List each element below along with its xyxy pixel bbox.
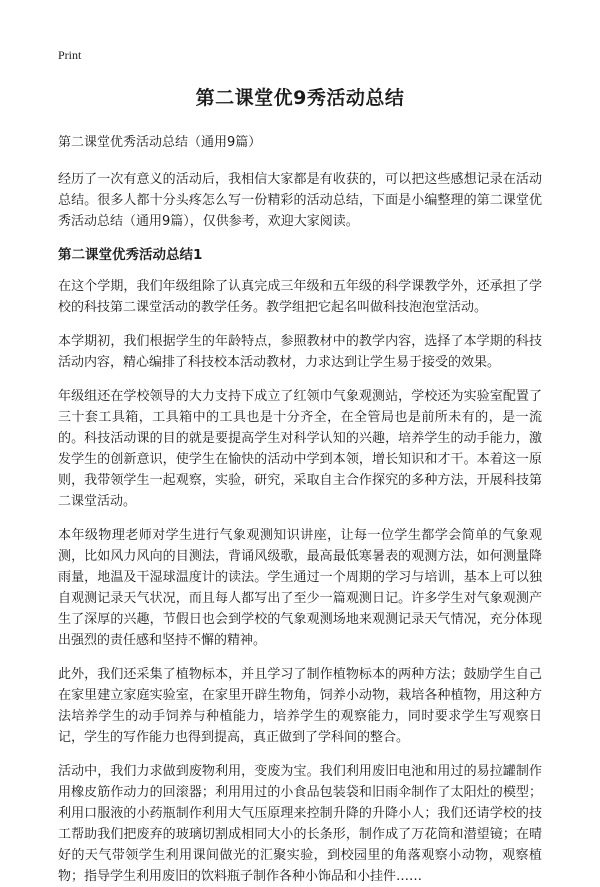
body-paragraph: 本年级物理老师对学生进行气象观测知识讲座，让每一位学生都学会简单的气象观测，比如风力风向的目测法，背诵风级歌，最高最低寒暑表的观测方法，如何测量降雨量，地温及干湿球温度计的读法。学生通过一个周期的学习与培训，基本上可以独自观测记录天气状况，而且每人都写出了至少一篇观测日记。许多学生对气象观测产生了深厚的兴趣，节假日也会到学校的气象观测场地来观测记录天气情况，充分体现出强烈的责任感和坚持不懈的精神。 bbox=[58, 528, 542, 648]
section-heading: 第二课堂优秀活动总结1 bbox=[58, 247, 203, 263]
document-subtitle: 第二课堂优秀活动总结（通用9篇） bbox=[58, 135, 262, 150]
body-paragraph: 此外，我们还采集了植物标本，并且学习了制作植物标本的两种方法；鼓励学生自己在家里建立家庭实验室，在家里开辟生物角，饲养小动物，栽培各种植物，用这种方法培养学生的动手饲养与种植能力，培养学生的观察能力，同时要求学生写观察日记，学生的写作能力也得到提高，真正做到了学科间的整合。 bbox=[58, 667, 542, 745]
body-paragraph: 在这个学期，我们年级组除了认真完成三年级和五年级的科学课教学外，还承担了学校的科技第二课堂活动的教学任务。教学组把它起名叫做科技泡泡堂活动。 bbox=[58, 279, 542, 315]
body-paragraph: 年级组还在学校领导的大力支持下成立了红领巾气象观测站，学校还为实验室配置了三十套工具箱，工具箱中的工具也是十分齐全，在全管局也是前所未有的，是一流的。科技活动课的目的就是要提高学生对科学认知的兴趣，培养学生的动手能力，激发学生的创新意识，使学生在愉快的活动中学到本领，增长知识和才干。本着这一原则，我带领学生一起观察，实验，研究，采取自主合作探究的多种方法，开展科技第二课堂活动。 bbox=[58, 389, 542, 509]
document-title: 第二课堂优9秀活动总结 bbox=[195, 87, 405, 109]
print-link[interactable]: Print bbox=[58, 48, 82, 62]
intro-paragraph: 经历了一次有意义的活动后，我相信大家都是有收获的，可以把这些感想记录在活动总结。很多人都十分头疼怎么写一份精彩的活动总结，下面是小编整理的第二课堂优秀活动总结（通用9篇），仅供参考，欢迎大家阅读。 bbox=[58, 172, 542, 229]
body-paragraph: 本学期初，我们根据学生的年龄特点，参照教材中的教学内容，选择了本学期的科技活动内容，精心编排了科技校本活动教材，力求达到让学生易于接受的效果。 bbox=[58, 334, 542, 370]
body-paragraph: 活动中，我们力求做到废物利用，变废为宝。我们利用废旧电池和用过的易拉罐制作用橡皮筋作动力的回滚器；利用用过的小食品包装袋和旧雨伞制作了太阳灶的模型；利用口服液的小药瓶制作利用大气压原理来控制升降的升降小人；我们还请学校的技工帮助我们把废弃的玻璃切割成相同大小的长条形，制作成了万花筒和潜望镜；在晴好的天气带领学生利用课间做光的汇聚实验，到校园里的角落观察小动物，观察植物；指导学生利用废旧的饮料瓶子制作各种小饰品和小挂件…… bbox=[58, 764, 542, 884]
